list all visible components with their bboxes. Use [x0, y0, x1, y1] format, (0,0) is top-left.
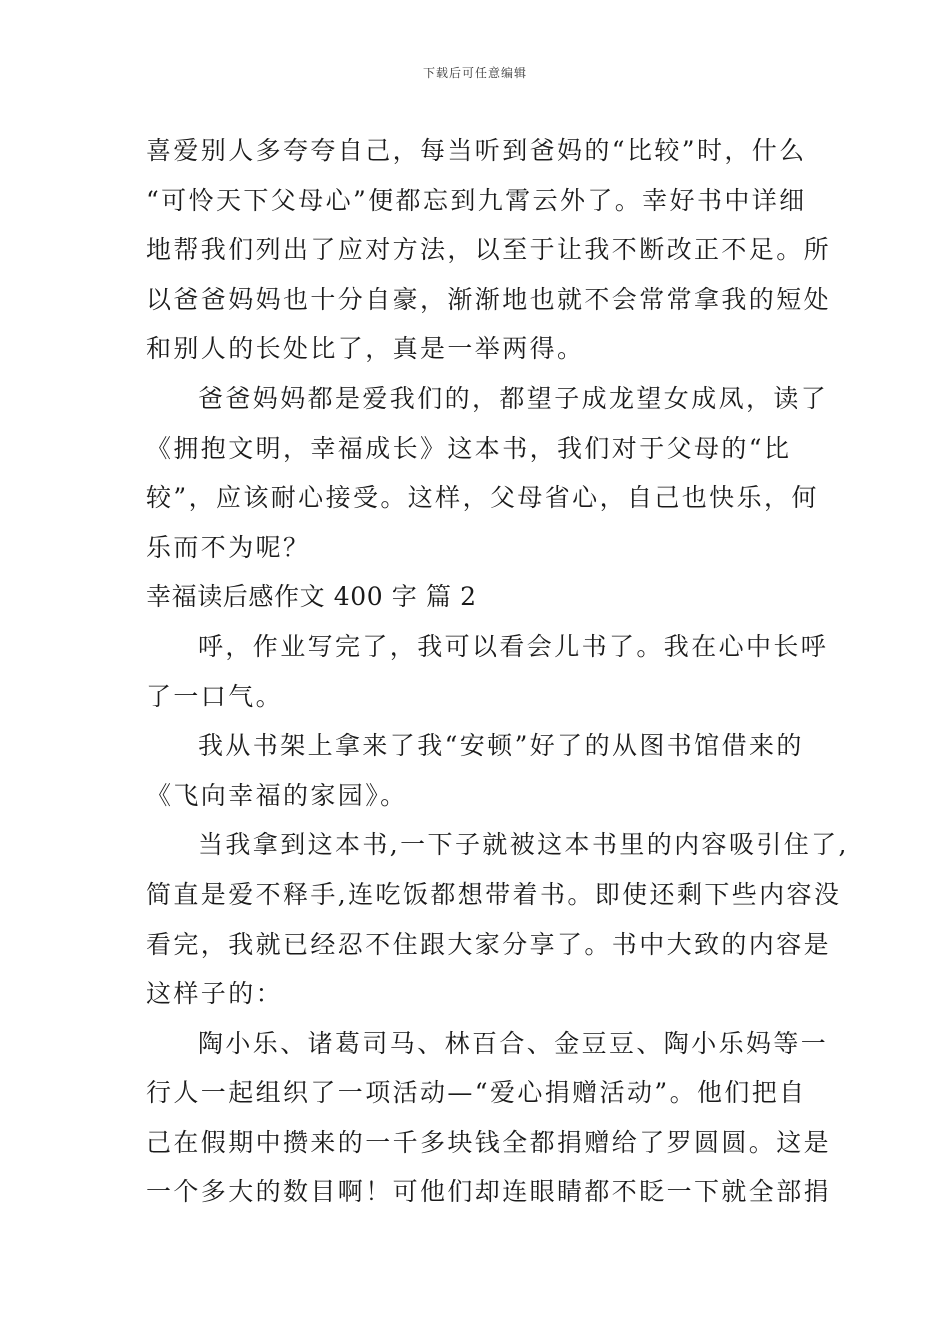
page-header: 下载后可任意编辑: [422, 66, 527, 80]
text-line-5: 和别人的长处比了，真是一举两得。: [146, 334, 585, 364]
text-line-17: 看完，我就已经忍不住跟大家分享了。书中大致的内容是: [146, 929, 832, 959]
text-line-22: 一个多大的数目啊！可他们却连眼睛都不眨一下就全部捐: [146, 1177, 832, 1207]
text-line-2: “可怜天下父母心”便都忘到九霄云外了。幸好书中详细: [146, 185, 807, 215]
section-heading: 幸福读后感作文 400 字 篇 2: [146, 582, 477, 612]
text-line-9: 乐而不为呢？: [146, 532, 311, 562]
document-body: [146, 126, 849, 1217]
text-line-7: 《拥抱文明，幸福成长》这本书，我们对于父母的“比: [146, 433, 792, 463]
text-line-15: 当我拿到这本书,一下子就被这本书里的内容吸引住了,: [198, 830, 849, 860]
text-line-18: 这样子的：: [146, 979, 284, 1009]
text-line-21: 己在假期中攒来的一千多块钱全都捐赠给了罗圆圆。这是: [146, 1127, 832, 1157]
text-line-20: 行人一起组织了一项活动—“爱心捐赠活动”。他们把自: [146, 1078, 807, 1108]
text-line-16: 简直是爱不释手,连吃饭都想带着书。即使还剩下些内容没: [146, 879, 842, 909]
text-line-12: 了一口气。: [146, 681, 284, 711]
text-line-11: 呼，作业写完了，我可以看会儿书了。我在心中长呼: [198, 631, 829, 661]
text-line-8: 较”，应该耐心接受。这样，父母省心，自己也快乐，何: [146, 483, 819, 513]
text-line-4: 以爸爸妈妈也十分自豪，渐渐地也就不会常常拿我的短处: [146, 284, 832, 314]
text-line-14: 《飞向幸福的家园》。: [146, 780, 408, 810]
text-line-6: 爸爸妈妈都是爱我们的，都望子成龙望女成凤，读了: [198, 383, 829, 413]
text-line-19: 陶小乐、诸葛司马、林百合、金豆豆、陶小乐妈等一: [198, 1028, 829, 1058]
text-line-13: 我从书架上拿来了我“安顿”好了的从图书馆借来的: [198, 731, 804, 761]
text-line-3: 地帮我们列出了应对方法，以至于让我不断改正不足。所: [146, 235, 832, 265]
text-line-1: 喜爱别人多夸夸自己，每当听到爸妈的“比较”时，什么: [146, 136, 807, 165]
